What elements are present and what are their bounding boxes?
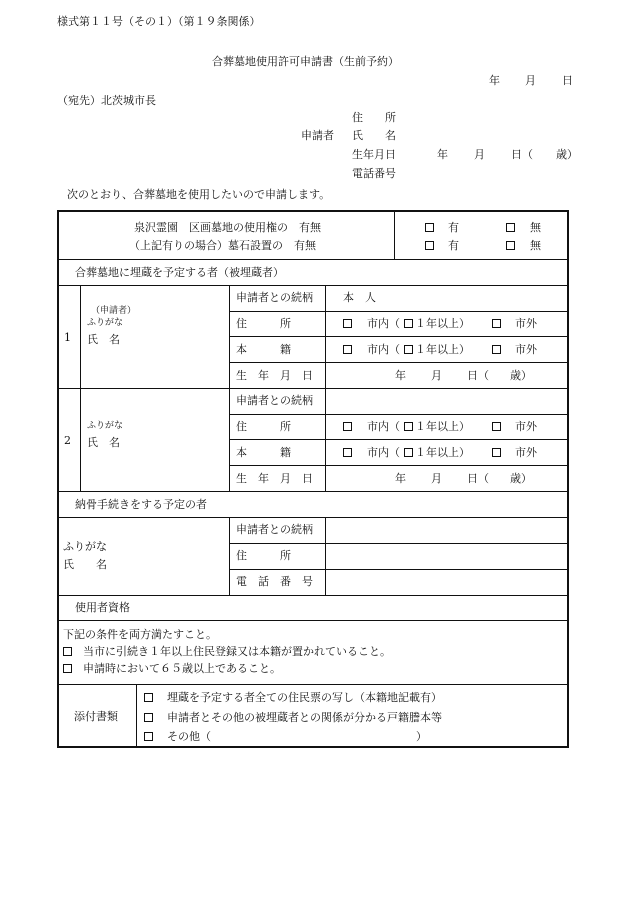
nokotsu-address-label: 住 所	[236, 549, 291, 562]
applicant-label: 申請者	[301, 129, 334, 142]
person1-birth-year: 年	[395, 369, 406, 382]
form-number: 様式第１１号（その１）（第１９条関係）	[57, 15, 261, 28]
applicant-address-label: 住 所	[352, 111, 396, 124]
person1-honseki-outside-label: 市外	[515, 343, 537, 356]
person2-address-city-label: 市内（	[367, 420, 400, 433]
qualification-cond1-checkbox[interactable]	[63, 647, 72, 656]
applicant-phone-label: 電話番号	[352, 167, 396, 180]
applicant-age: 歳）	[556, 148, 578, 161]
attachment1-text: 埋蔵を予定する者全ての住民票の写し（本籍地記載有）	[167, 691, 442, 704]
applicant-birth-day: 日（	[511, 148, 533, 161]
rights-row1-no-label: 無	[530, 221, 541, 234]
person1-address-label: 住 所	[236, 317, 291, 330]
rights-row2-yes-checkbox[interactable]	[425, 241, 434, 250]
qualification-cond2-text: 申請時において６５歳以上であること。	[83, 662, 281, 675]
person2-address-1y-checkbox[interactable]	[404, 422, 413, 431]
qualification-cond1-text: 当市に引続き１年以上住民登録又は本籍が置かれていること。	[83, 645, 391, 658]
person1-address-city-label: 市内（	[367, 317, 400, 330]
nokotsu-phone-label: 電 話 番 号	[236, 575, 313, 588]
document-title: 合葬墓地使用許可申請書（生前予約）	[212, 55, 399, 68]
qualification-section-title: 使用者資格	[75, 601, 130, 614]
person1-honseki-label: 本 籍	[236, 343, 291, 356]
person2-birth-day: 日（	[467, 472, 489, 485]
buried-section-title: 合葬墓地に埋蔵を予定する者（被埋蔵者）	[75, 266, 284, 279]
person1-address-outside-checkbox[interactable]	[492, 319, 501, 328]
person1-birth-day: 日（	[467, 369, 489, 382]
nokotsu-furigana-label: ふりがな	[63, 540, 107, 553]
person1-number: 1	[64, 331, 71, 344]
nokotsu-section-title: 納骨手続きをする予定の者	[75, 498, 207, 511]
intro-text: 次のとおり、合葬墓地を使用したいので申請します。	[67, 188, 331, 201]
rights-row1-yes-label: 有	[448, 221, 459, 234]
person2-birth-label: 生 年 月 日	[236, 472, 313, 485]
rights-row2-no-label: 無	[530, 239, 541, 252]
person2-furigana-label: ふりがな	[87, 421, 124, 431]
person2-honseki-city-label: 市内（	[367, 446, 400, 459]
person2-address-label: 住 所	[236, 420, 291, 433]
person2-relation-label: 申請者との続柄	[236, 394, 313, 407]
person2-age: 歳）	[510, 472, 532, 485]
applicant-name-label: 氏 名	[352, 129, 396, 142]
date-month-label: 月	[525, 74, 536, 87]
person1-name-label: 氏 名	[87, 333, 120, 346]
person1-birth-month: 月	[431, 369, 442, 382]
person1-honseki-outside-checkbox[interactable]	[492, 345, 501, 354]
rights-row2-no-checkbox[interactable]	[506, 241, 515, 250]
qualification-lead: 下記の条件を両方満たすこと。	[63, 628, 217, 641]
person1-birth-label: 生 年 月 日	[236, 369, 313, 382]
person1-address-1y-label: １年以上）	[415, 317, 470, 330]
person2-address-outside-label: 市外	[515, 420, 537, 433]
person2-name-label: 氏 名	[87, 436, 120, 449]
person2-honseki-city-checkbox[interactable]	[343, 448, 352, 457]
rights-row2-yes-label: 有	[448, 239, 459, 252]
rights-row2-label: （上記有りの場合）墓石設置の 有無	[129, 239, 316, 252]
person2-honseki-1y-label: １年以上）	[415, 446, 470, 459]
person1-address-city-checkbox[interactable]	[343, 319, 352, 328]
attachment3-close: ）	[416, 730, 427, 743]
person1-address-1y-checkbox[interactable]	[404, 319, 413, 328]
person2-honseki-outside-checkbox[interactable]	[492, 448, 501, 457]
person1-relation-value: 本 人	[343, 291, 376, 304]
applicant-birth-month: 月	[474, 148, 485, 161]
person2-number: 2	[64, 434, 71, 447]
person1-address-outside-label: 市外	[515, 317, 537, 330]
rights-row1-yes-checkbox[interactable]	[425, 223, 434, 232]
attachment2-checkbox[interactable]	[144, 713, 153, 722]
attachments-label: 添付書類	[74, 710, 118, 723]
nokotsu-relation-label: 申請者との続柄	[236, 523, 313, 536]
person1-honseki-1y-label: １年以上）	[415, 343, 470, 356]
person2-address-1y-label: １年以上）	[415, 420, 470, 433]
person1-furigana-label: ふりがな	[87, 318, 124, 328]
person2-honseki-outside-label: 市外	[515, 446, 537, 459]
person2-birth-year: 年	[395, 472, 406, 485]
addressee: （宛先）北茨城市長	[57, 94, 156, 107]
rights-row1-no-checkbox[interactable]	[506, 223, 515, 232]
person1-honseki-city-checkbox[interactable]	[343, 345, 352, 354]
person1-honseki-city-label: 市内（	[367, 343, 400, 356]
person2-address-outside-checkbox[interactable]	[492, 422, 501, 431]
person1-age: 歳）	[510, 369, 532, 382]
date-day-label: 日	[562, 74, 573, 87]
qualification-cond2-checkbox[interactable]	[63, 664, 72, 673]
person1-applicant-note: （申請者）	[91, 306, 137, 316]
person2-address-city-checkbox[interactable]	[343, 422, 352, 431]
person1-honseki-1y-checkbox[interactable]	[404, 345, 413, 354]
applicant-birth-year: 年	[437, 148, 448, 161]
date-year-label: 年	[489, 74, 500, 87]
nokotsu-name-label: 氏 名	[63, 558, 107, 571]
attachment3-text: その他（	[167, 730, 211, 743]
applicant-birth-label: 生年月日	[352, 148, 396, 161]
person1-relation-label: 申請者との続柄	[236, 291, 313, 304]
rights-row1-label: 泉沢霊園 区画墓地の使用権の 有無	[134, 221, 321, 234]
attachment3-checkbox[interactable]	[144, 732, 153, 741]
person2-honseki-label: 本 籍	[236, 446, 291, 459]
person2-honseki-1y-checkbox[interactable]	[404, 448, 413, 457]
person2-birth-month: 月	[431, 472, 442, 485]
attachment1-checkbox[interactable]	[144, 693, 153, 702]
attachment2-text: 申請者とその他の被埋蔵者との関係が分かる戸籍謄本等	[167, 711, 442, 724]
